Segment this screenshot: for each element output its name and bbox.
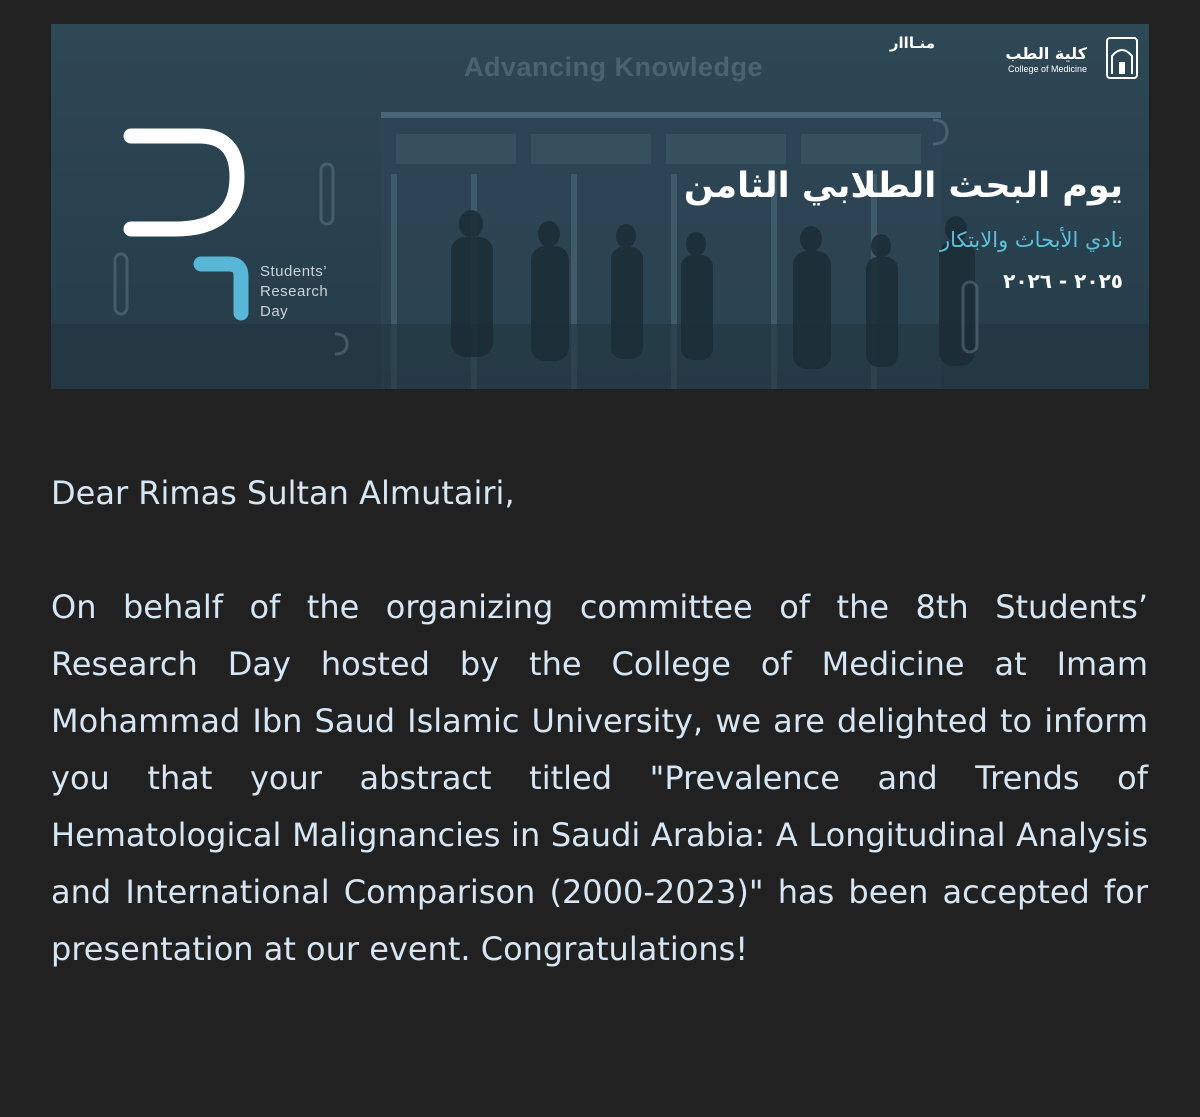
- letter-body: [51, 465, 1148, 978]
- club-wordmark: منـااار: [889, 34, 935, 52]
- college-name-english: College of Medicine: [1007, 64, 1087, 74]
- event-subtitle-arabic: نادي الأبحاث والابتكار: [939, 228, 1123, 252]
- event-dates: ٢٠٢٥ - ٢٠٢٦: [1003, 269, 1123, 293]
- srd-logo-label: [260, 262, 380, 322]
- srd-logo-white-arc: [131, 136, 237, 229]
- college-name-arabic: كلية الطب: [1005, 44, 1087, 63]
- event-title-arabic: يوم البحث الطلابي الثامن: [683, 166, 1123, 206]
- srd-label-line-2: Research: [260, 283, 329, 300]
- srd-label-line-1: Students’: [260, 263, 328, 280]
- srd-label-line-3: Day: [260, 303, 289, 320]
- letter-paragraph: On behalf of the organizing committee of the 8th Students’ Research Day hosted by the College of Medicine at Imam Mohammad Ibn Saud Islamic University, we are delighted to inform you that your abstract titled "Prevalence and Trends of Hematological Malignancies in Saudi Arabia: A Longitudinal Analysis and International Comparison (2000-2023)" has been accepted for presentation at our event. Congratulations!: [51, 588, 1148, 968]
- event-banner: [51, 24, 1149, 389]
- srd-logo-blue-stem: [201, 264, 241, 313]
- banner-watermark-text: Advancing Knowledge: [464, 52, 764, 82]
- letter-greeting: Dear Rimas Sultan Almutairi,: [51, 474, 515, 512]
